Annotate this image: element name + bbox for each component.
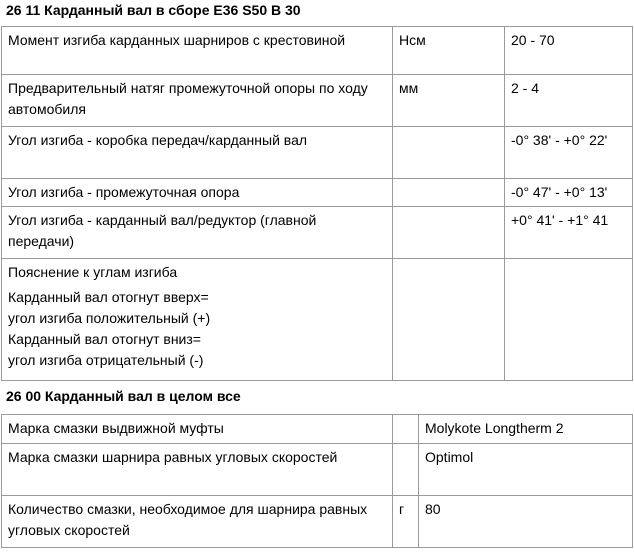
table-row [2,496,633,548]
spec-table-2 [1,414,633,548]
param-cell: Предварительный натяг промежуточной опоры по ходу автомобиля [2,75,393,127]
note-down-line-2: угол изгиба отрицательный (-) [8,352,204,368]
note-title: Пояснение к углам изгиба [8,264,178,280]
table-row [2,207,633,259]
param-cell: Угол изгиба - карданный вал/редуктор (главной передачи) [2,207,393,259]
table-row [2,27,633,75]
note-down-line-1: Карданный вал отогнут вниз= [8,331,201,347]
param-cell: Количество смазки, необходимое для шарнира равных угловых скоростей [2,496,393,548]
unit-cell: г [393,496,419,548]
param-cell: Угол изгиба - промежуточная опора [2,179,393,207]
unit-cell: мм [393,75,505,127]
table-row [2,415,633,444]
value-cell: -0° 47' - +0° 13' [505,179,633,207]
unit-cell [393,444,419,496]
value-cell: Optimol [419,444,633,496]
param-cell: Угол изгиба - коробка передач/карданный вал [2,127,393,179]
param-cell: Момент изгиба карданных шарниров с крестовиной [2,27,393,75]
unit-cell [393,179,505,207]
value-cell: Molykote Longtherm 2 [419,415,633,444]
section-heading-2: 26 00 Карданный вал в целом все [6,388,241,404]
table-row [2,179,633,207]
unit-cell [393,415,419,444]
unit-cell [393,207,505,259]
note-up-line-1: Карданный вал отогнут вверх= [8,289,209,305]
param-cell: Марка смазки выдвижной муфты [2,415,393,444]
unit-cell [393,259,505,381]
param-cell: Марка смазки шарнира равных угловых скоростей [2,444,393,496]
value-cell: 20 - 70 [505,27,633,75]
spec-table-1 [1,26,633,381]
unit-cell: Нсм [393,27,505,75]
note-cell [2,259,393,381]
table-row [2,444,633,496]
value-cell: 80 [419,496,633,548]
value-cell [505,259,633,381]
note-row [2,259,633,381]
section-heading-1: 26 11 Карданный вал в сборе E36 S50 B 30 [6,2,301,18]
value-cell: -0° 38' - +0° 22' [505,127,633,179]
table-row [2,75,633,127]
unit-cell [393,127,505,179]
note-up-line-2: угол изгиба положительный (+) [8,310,211,326]
value-cell: +0° 41' - +1° 41 [505,207,633,259]
table-row [2,127,633,179]
value-cell: 2 - 4 [505,75,633,127]
